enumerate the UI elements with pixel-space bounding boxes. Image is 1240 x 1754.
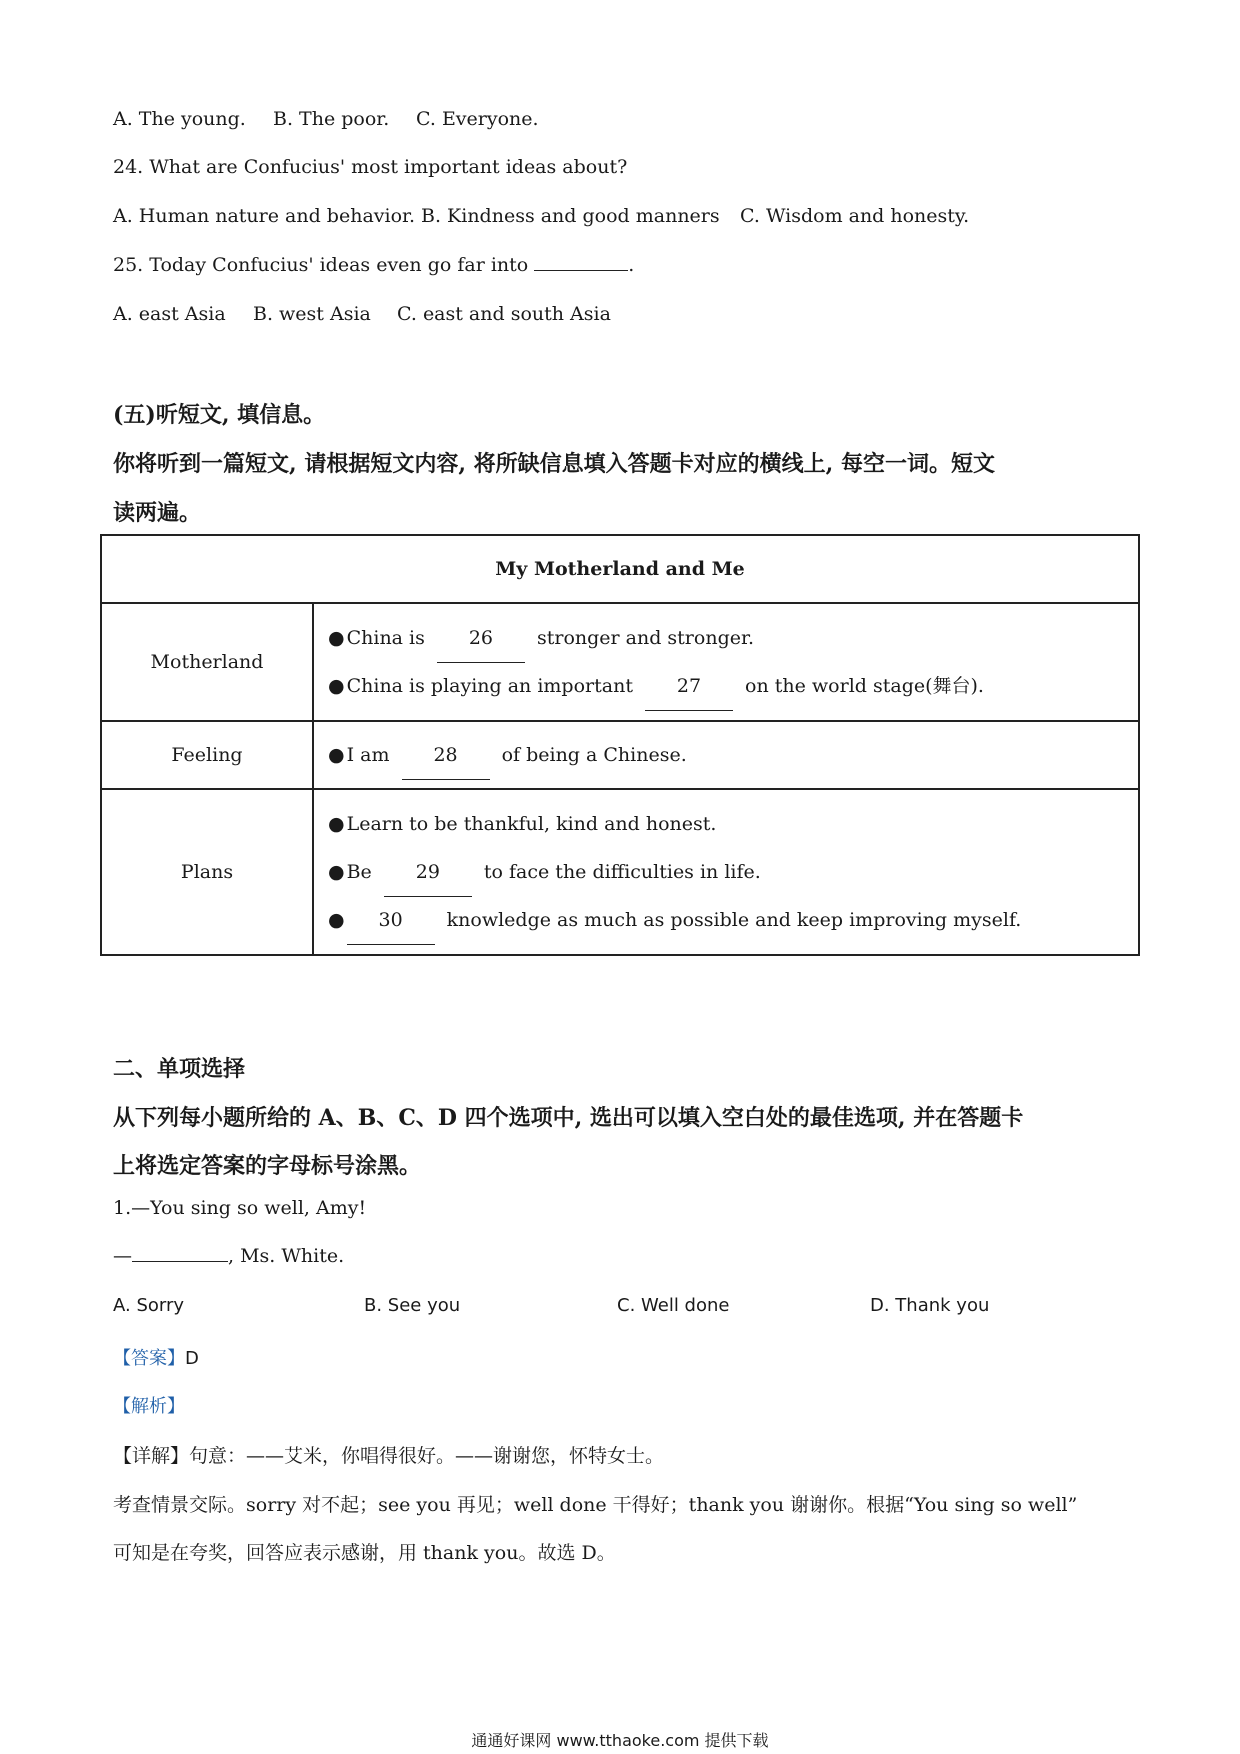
item-text: China is bbox=[346, 627, 425, 649]
q1-option-c: C. Well done bbox=[617, 1295, 730, 1316]
section5-instruction-line2: 读两遍。 bbox=[113, 500, 202, 526]
item-text: on the world stage(舞台). bbox=[745, 675, 984, 697]
item-text: stronger and stronger. bbox=[536, 627, 755, 649]
answer-blank-28: 28 bbox=[402, 731, 490, 780]
section5-heading: (五)听短文, 填信息。 bbox=[113, 402, 326, 428]
q25-option-a: A. east Asia bbox=[113, 303, 226, 325]
analysis-line bbox=[113, 1392, 185, 1418]
q24-question: 24. What are Confucius' most important ideas about? bbox=[113, 156, 628, 178]
answer-blank-29: 29 bbox=[384, 848, 472, 897]
detail-line2: 考查情景交际。sorry 对不起；see you 再见；well done 干得好；thank you 谢谢你。根据“You sing so well” bbox=[113, 1494, 1078, 1516]
item-text: I am bbox=[346, 744, 390, 766]
item-text: Learn to be thankful, kind and honest. bbox=[346, 813, 717, 835]
q1-option-a: A. Sorry bbox=[113, 1295, 185, 1316]
info-table bbox=[100, 534, 1140, 956]
q1-option-d: D. Thank you bbox=[870, 1295, 990, 1316]
q24-option-b: B. Kindness and good manners bbox=[421, 205, 720, 227]
q24-option-a: A. Human nature and behavior. bbox=[113, 205, 416, 227]
table-item bbox=[328, 800, 1124, 848]
table-item bbox=[328, 662, 1124, 710]
bullet-icon: ● bbox=[328, 909, 345, 931]
q25-question bbox=[113, 254, 634, 276]
bullet-icon: ● bbox=[328, 744, 345, 766]
section5-instruction-line1: 你将听到一篇短文, 请根据短文内容, 将所缺信息填入答题卡对应的横线上, 每空一词。短文 bbox=[113, 451, 995, 477]
row-content bbox=[313, 789, 1139, 955]
answer-blank-27: 27 bbox=[645, 662, 733, 711]
row-label: Plans bbox=[101, 789, 313, 955]
table-row-feeling bbox=[101, 721, 1139, 789]
q1-line2-suffix: , Ms. White. bbox=[228, 1245, 345, 1267]
answer-blank-26: 26 bbox=[437, 614, 525, 663]
item-text: China is playing an important bbox=[346, 675, 633, 697]
q25-question-end: . bbox=[628, 254, 635, 276]
part2-instruction-line1: 从下列每小题所给的 A、B、C、D 四个选项中, 选出可以填入空白处的最佳选项, 并在答题卡 bbox=[113, 1105, 1024, 1131]
page-footer: 通通好课网 www.tthaoke.com 提供下载 bbox=[471, 1731, 769, 1750]
q25-option-c: C. east and south Asia bbox=[397, 303, 611, 325]
bullet-icon: ● bbox=[328, 813, 345, 835]
table-row-plans bbox=[101, 789, 1139, 955]
q1-line1: 1.—You sing so well, Amy! bbox=[113, 1197, 367, 1219]
q25-option-b: B. west Asia bbox=[253, 303, 371, 325]
detail-line1: 【详解】句意：——艾米，你唱得很好。——谢谢您，怀特女士。 bbox=[113, 1445, 665, 1467]
table-item bbox=[328, 731, 1124, 779]
q23-option-c: C. Everyone. bbox=[416, 108, 539, 130]
part2-heading: 二、单项选择 bbox=[113, 1056, 246, 1082]
table-item bbox=[328, 896, 1124, 944]
item-text: to face the difficulties in life. bbox=[483, 861, 761, 883]
q1-line2 bbox=[113, 1245, 344, 1267]
answer-value: D bbox=[185, 1348, 199, 1369]
item-text: of being a Chinese. bbox=[501, 744, 687, 766]
bullet-icon: ● bbox=[328, 675, 345, 697]
q25-blank bbox=[534, 270, 628, 271]
analysis-label: 【解析】 bbox=[113, 1396, 185, 1417]
detail-line3: 可知是在夸奖，回答应表示感谢，用 thank you。故选 D。 bbox=[113, 1542, 616, 1564]
q23-option-a: A. The young. bbox=[113, 108, 246, 130]
bullet-icon: ● bbox=[328, 861, 345, 883]
q1-option-b: B. See you bbox=[364, 1295, 461, 1316]
item-text: knowledge as much as possible and keep improving myself. bbox=[446, 909, 1022, 931]
table-row-motherland bbox=[101, 603, 1139, 721]
answer-label: 【答案】 bbox=[113, 1348, 185, 1369]
answer-blank-30: 30 bbox=[347, 896, 435, 945]
q24-option-c: C. Wisdom and honesty. bbox=[740, 205, 970, 227]
row-content bbox=[313, 721, 1139, 789]
answer-line bbox=[113, 1344, 199, 1370]
table-title: My Motherland and Me bbox=[101, 535, 1139, 603]
table-title-row bbox=[101, 535, 1139, 603]
row-label: Feeling bbox=[101, 721, 313, 789]
row-content bbox=[313, 603, 1139, 721]
q25-question-text: 25. Today Confucius' ideas even go far into bbox=[113, 254, 529, 276]
q1-dash: — bbox=[113, 1245, 132, 1267]
q23-option-b: B. The poor. bbox=[273, 108, 390, 130]
row-label: Motherland bbox=[101, 603, 313, 721]
q1-blank bbox=[132, 1261, 228, 1262]
item-text: Be bbox=[346, 861, 372, 883]
part2-instruction-line2: 上将选定答案的字母标号涂黑。 bbox=[113, 1153, 422, 1179]
bullet-icon: ● bbox=[328, 627, 345, 649]
table-item bbox=[328, 848, 1124, 896]
table-item bbox=[328, 614, 1124, 662]
